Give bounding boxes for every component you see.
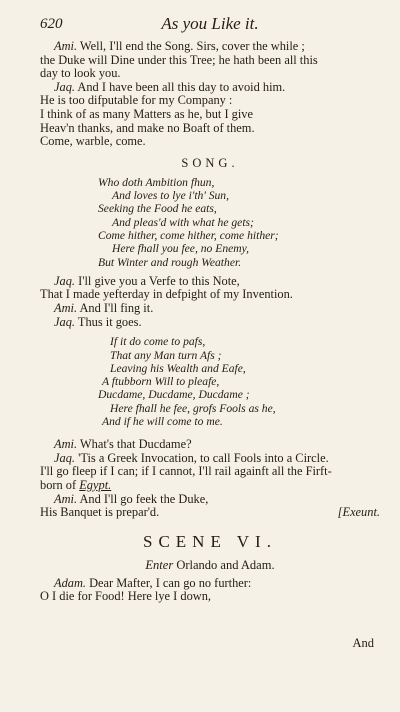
speech: And I'll go feek the Duke,	[77, 491, 209, 506]
song-line: Here fhall you fee, no Enemy,	[112, 242, 250, 256]
text-line: Heav'n thanks, and make no Boaft of them.	[40, 120, 255, 135]
verse-line: That any Man turn Afs ;	[110, 348, 222, 362]
enter-word: Enter	[145, 557, 174, 572]
text-line	[40, 81, 380, 95]
speaker: Ami.	[54, 437, 78, 452]
text-line	[40, 302, 380, 316]
verse-line: And if he will come to me.	[102, 414, 223, 428]
speaker: Ami.	[54, 39, 78, 53]
speech: And I have been all this day to avoid him.	[75, 79, 286, 94]
speech: I'll give you a Verfe to this Note,	[75, 273, 240, 288]
verse-line: If it do come to pafs,	[110, 335, 206, 349]
text-line: Come, warble, come.	[40, 134, 146, 149]
text-line: I think of as many Matters as he, but I give	[40, 106, 254, 121]
speech: 'Tis a Greek Invocation, to call Fools into a Circle.	[75, 450, 329, 465]
song-line: Who doth Ambition fhun,	[98, 175, 215, 189]
text-line	[40, 316, 380, 330]
speech: Thus it goes.	[75, 314, 142, 329]
speech: Well, I'll end the Song. Sirs, cover the while ;	[77, 39, 305, 53]
text-line: I'll go fleep if I can; if I cannot, I'll rail againft all the Firft-	[40, 464, 332, 479]
song-line: And loves to lye i'th' Sun,	[112, 189, 230, 203]
text-line	[40, 452, 380, 466]
text-line: O I die for Food! Here lye I down,	[40, 589, 212, 604]
stage-direction-exit: [Exeunt.	[337, 505, 380, 520]
speaker: Ami.	[54, 301, 78, 316]
speech: His Banquet is prepar'd.	[40, 505, 160, 520]
speech: And I'll fing it.	[77, 301, 154, 316]
song-line: Come hither, come hither, come hither;	[98, 228, 279, 242]
speech: What's that Ducdame?	[77, 437, 192, 452]
verse-line: Leaving his Wealth and Eafe,	[110, 361, 246, 375]
text-line: He is too difputable for my Company :	[40, 93, 233, 108]
scene-heading: SCENE VI.	[143, 531, 277, 551]
character-names: Orlando and Adam.	[173, 557, 275, 572]
verse-line: Ducdame, Ducdame, Ducdame ;	[98, 388, 250, 402]
song-line: But Winter and rough Weather.	[98, 255, 242, 269]
text-line: That I made yefterday in defpight of my Invention.	[40, 287, 293, 302]
stage-direction	[40, 558, 380, 573]
catchword: And	[352, 636, 374, 650]
speaker: Jaq.	[54, 450, 75, 465]
speaker: Ami.	[54, 491, 78, 506]
text-line: the Duke will Dine under this Tree; he hath been all this	[40, 52, 318, 67]
verse-line: Here fhall he fee, grofs Fools as he,	[110, 401, 276, 415]
running-title: As you Like it.	[161, 14, 259, 33]
text-line	[40, 577, 380, 591]
text-line	[40, 275, 380, 289]
song-line: And pleas'd with what he gets;	[112, 215, 254, 229]
text-fragment: born of	[40, 478, 80, 493]
page-header	[40, 14, 380, 40]
text-line	[40, 40, 380, 54]
speaker: Jaq.	[54, 314, 75, 329]
text-line	[40, 493, 380, 507]
text-line	[40, 438, 380, 452]
page-number: 620	[40, 16, 63, 32]
speech: Dear Mafter, I can go no further:	[86, 575, 252, 590]
speaker: Jaq.	[54, 79, 75, 94]
text-line: day to look you.	[40, 66, 121, 81]
speaker: Adam.	[54, 575, 87, 590]
song-heading: SONG.	[181, 155, 239, 170]
text-line	[40, 479, 380, 493]
verse-line: A ftubborn Will to pleafe,	[102, 375, 220, 389]
speaker: Jaq.	[54, 273, 75, 288]
song-line: Seeking the Food he eats,	[98, 202, 217, 216]
place-name: Egypt.	[79, 478, 112, 493]
text-line	[40, 506, 380, 520]
